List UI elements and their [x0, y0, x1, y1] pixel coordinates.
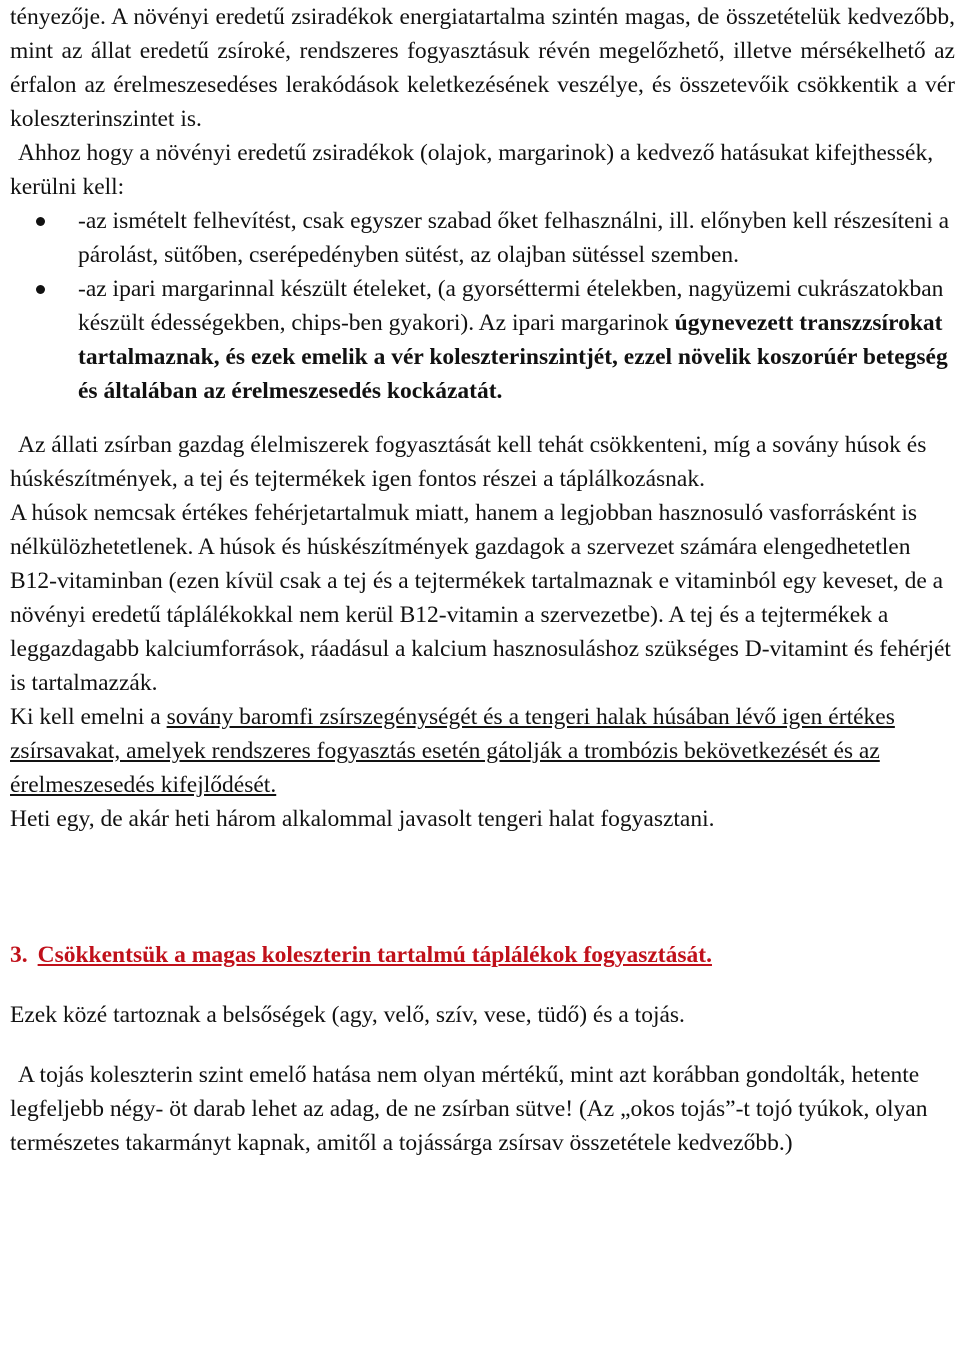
paragraph-meats: A húsok nemcsak értékes fehérjetartalmuk miatt, hanem a legjobban hasznosuló vasforrásként is nélkülözhetetlenek. A húsok és húskészítmények gazdagok a szervezet számára elengedhetetlen B12-vitaminban (ezen kívül csak a tej és a tejtermékek tartalmaznak e vitaminból egy keveset, de a növényi eredetű táplálékokkal nem kerül B12-vitamin a szervezetbe). A tej és a tejtermékek a leggazdagabb kalciumforrások, ráadásul a kalcium hasznosuláshoz szükséges D-vitamint és fehérjét is tartalmazzák. [10, 500, 951, 696]
section-number: 3. [10, 942, 28, 968]
paragraph-fish: Heti egy, de akár heti három alkalommal javasolt tengeri halat fogyasztani. [10, 806, 715, 832]
paragraph-organ-meats: Ezek közé tartoznak a belsőségek (agy, velő, szív, vese, tüdő) és a tojás. [10, 1002, 685, 1028]
bullet-bold-text: úgynevezett transzzsírokat tartalmaznak, és ezek emelik a vér koleszterinszintjét, ezzel növelik koszorúér betegség és általában az érelmeszesedés kockázatát. [78, 310, 948, 404]
bullet-icon [36, 285, 45, 294]
bullet-text: -az ipari margarinnal készült ételeket, (a gyorséttermi ételekben, nagyüzemi cukrászatokban készült édességekben, chips-ben gyakori). Az ipari margarinok [78, 276, 944, 336]
bullet-item-reheating [10, 204, 955, 272]
bullet-list [10, 204, 955, 408]
bullet-text: -az ismételt felhevítést, csak egyszer szabad őket felhasználni, ill. előnyben kell részesíteni a párolást, sütőben, cserépedényben sütést, az olajban sütéssel szemben. [78, 208, 950, 268]
bullet-item-industrial-margarine [10, 272, 955, 408]
paragraph-avoid-intro: Ahhoz hogy a növényi eredetű zsiradékok (olajok, margarinok) a kedvező hatásukat kifejthessék, kerülni kell: [10, 140, 934, 200]
highlight-underlined: sovány baromfi zsírszegénységét és a tengeri halak húsában lévő igen értékes zsírsavakat, amelyek rendszeres fogyasztás esetén gátolják a trombózis bekövetkezését és az érelmeszesedés kifejlődését. [10, 704, 895, 798]
paragraph-animal-fats: Az állati zsírban gazdag élelmiszerek fogyasztását kell tehát csökkenteni, míg a sovány húsok és húskészítmények, a tej és tejtermékek igen fontos részei a táplálkozásnak. [10, 432, 927, 492]
document-page [10, 0, 955, 1160]
section-heading [10, 938, 955, 972]
bullet-icon [36, 217, 45, 226]
section-title: Csökkentsük a magas koleszterin tartalmú táplálékok fogyasztását. [37, 942, 712, 968]
paragraph-plant-fats: tényezője. A növényi eredetű zsiradékok energiatartalma szintén magas, de összetételük kedvezőbb, mint az állat eredetű zsíroké, rendszeres fogyasztásuk révén megelőzhető, illetve mérsékelhető az érfalon az érelmeszesedéses lerakódások keletkezésének veszélye, és összetevőik csökkentik a vér koleszterinszintet is. [10, 4, 955, 132]
highlight-lead: Ki kell emelni a [10, 704, 167, 730]
paragraph-highlight [10, 700, 955, 802]
paragraph-eggs: A tojás koleszterin szint emelő hatása nem olyan mértékű, mint azt korábban gondolták, hetente legfeljebb négy- öt darab lehet az adag, de ne zsírban sütve! (Az „okos tojás”-t tojó tyúkok, olyan természetes takarmányt kapnak, amitől a tojássárga zsírsav összetétele kedvezőbb.) [10, 1062, 928, 1156]
